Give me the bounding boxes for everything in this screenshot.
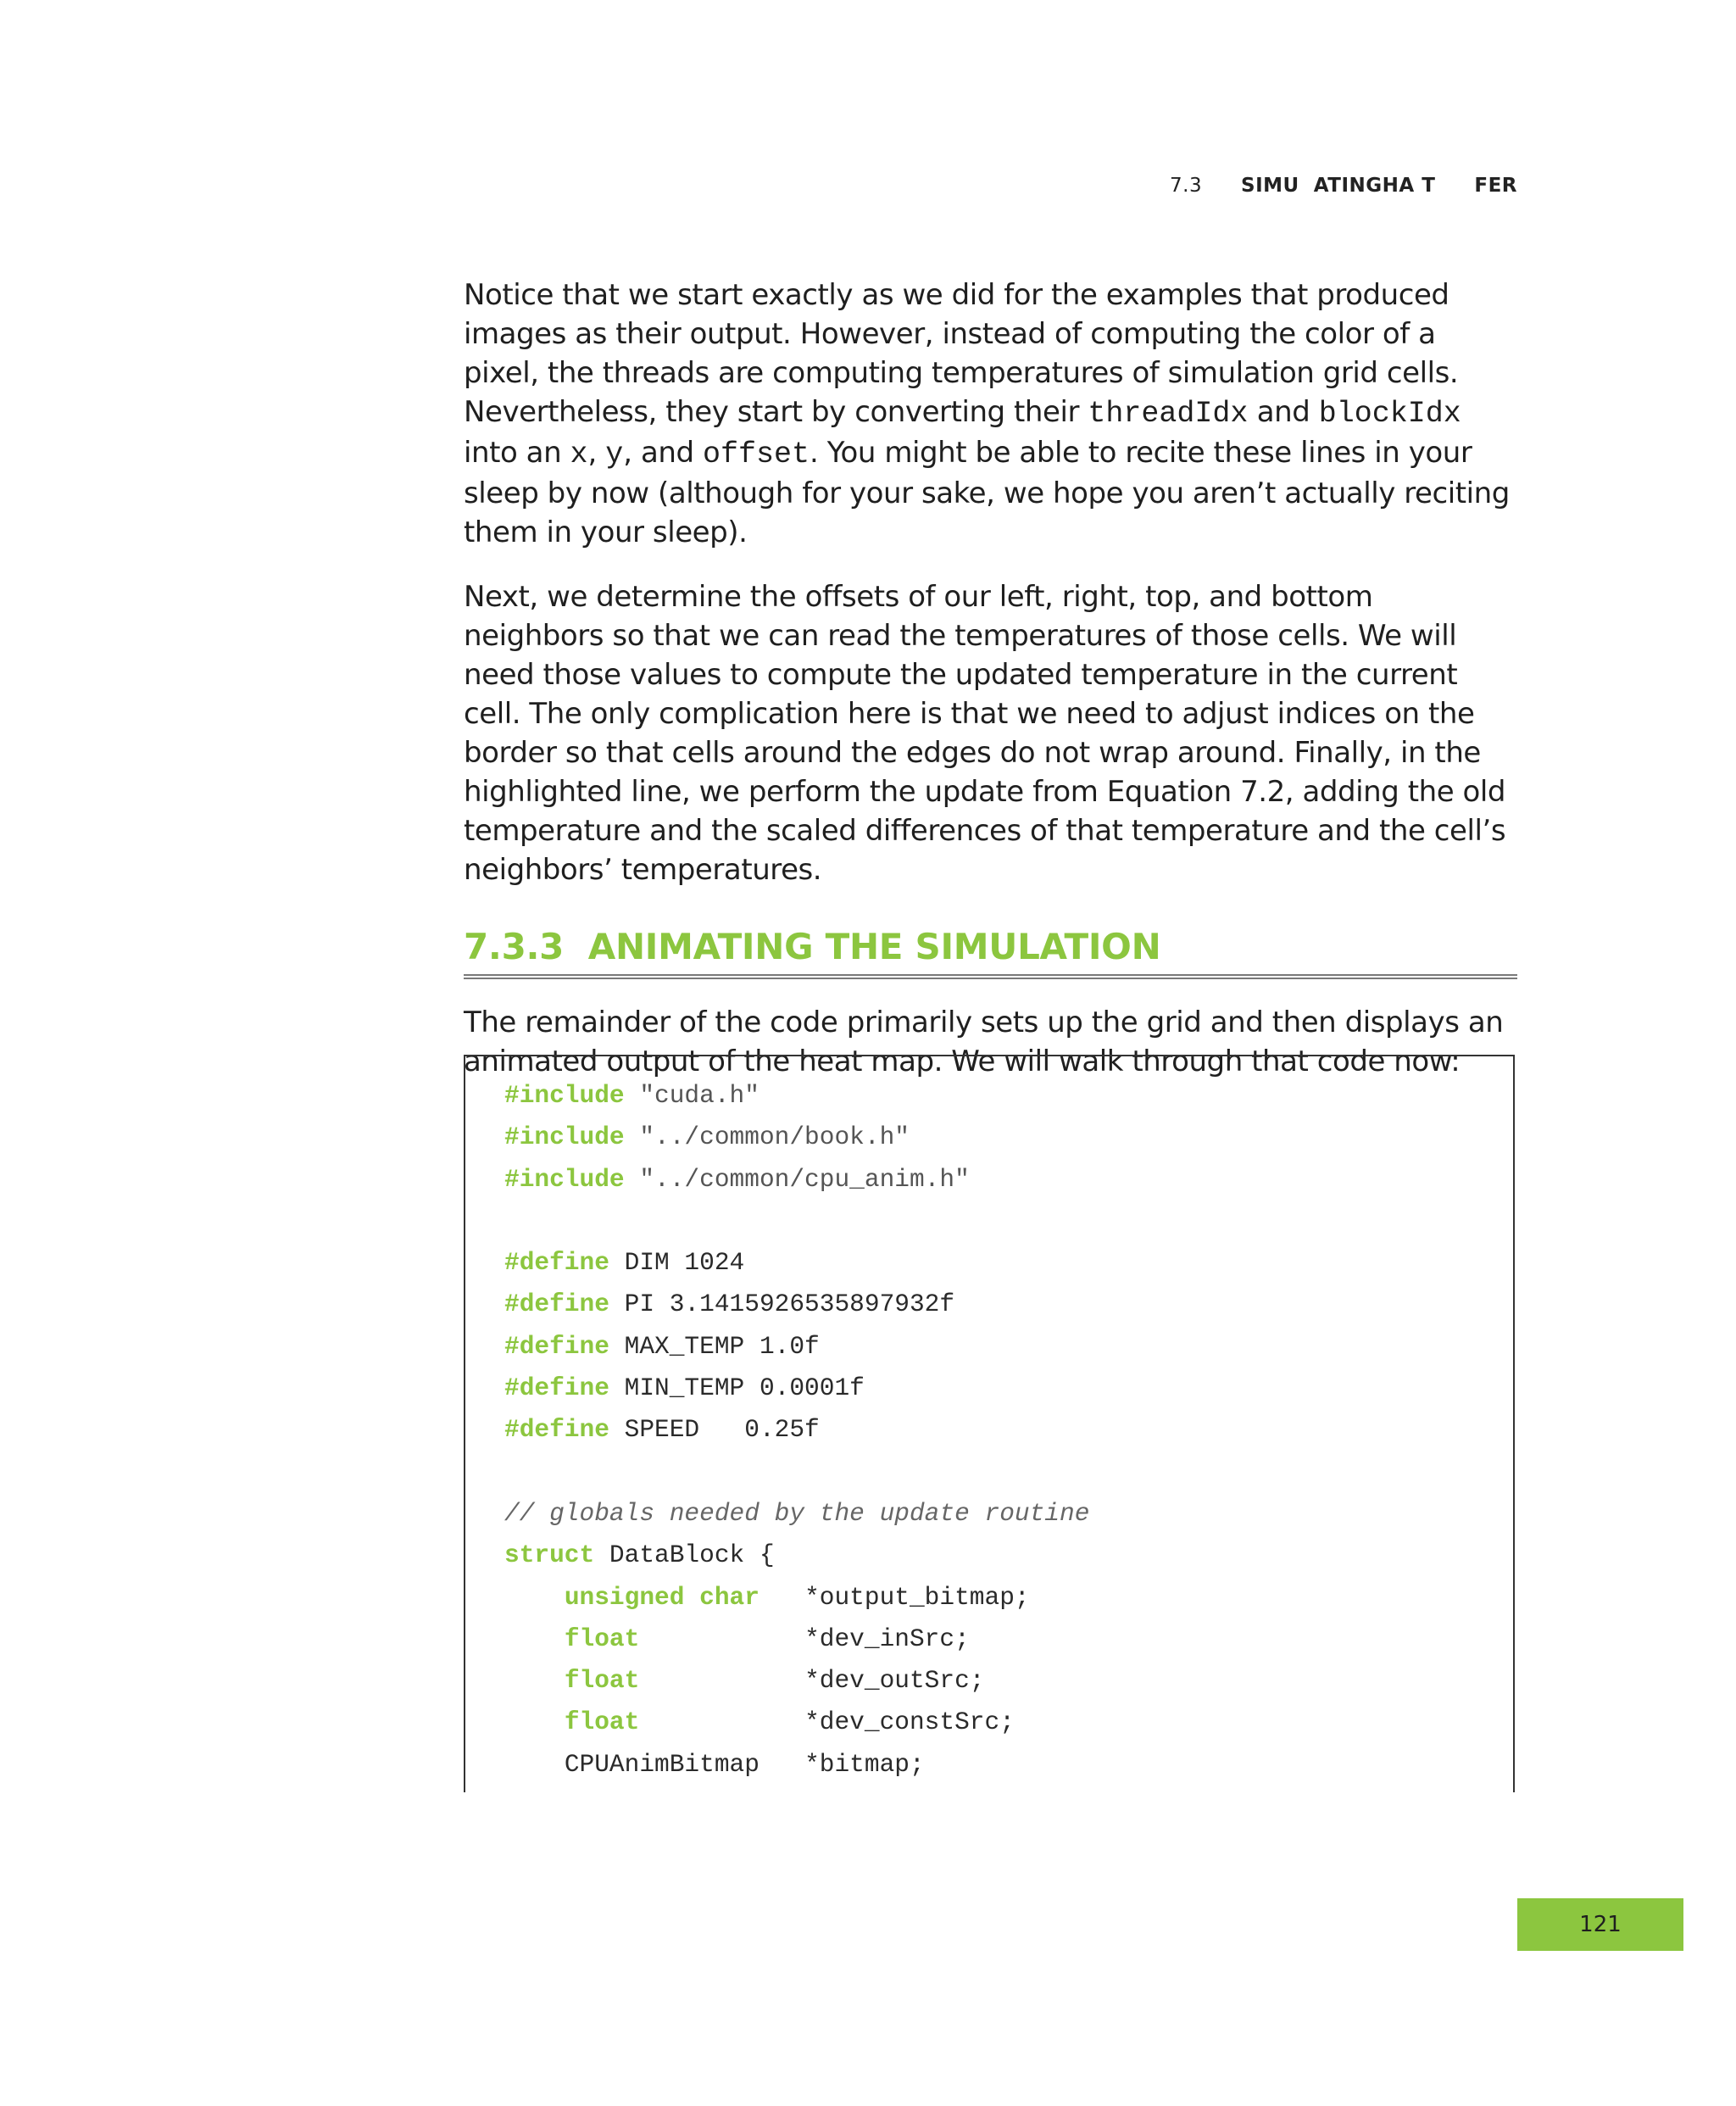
code-line-include-1: [504, 1075, 1513, 1117]
code-text: *dev_outSrc;: [804, 1666, 985, 1696]
section-rule: [464, 974, 1517, 979]
p1-text-2: and: [1248, 395, 1319, 429]
code-line-define-min-temp: [504, 1368, 1513, 1409]
code-block: [465, 1056, 1513, 1786]
running-head-title: [1241, 175, 1435, 197]
code-keyword: #include: [504, 1081, 625, 1110]
paragraph-1: [464, 276, 1517, 552]
code-line-blank: [504, 1201, 1513, 1242]
code-line-member-bitmap: [504, 1744, 1513, 1786]
code-text: *output_bitmap;: [804, 1582, 1030, 1612]
code-line-struct: [504, 1535, 1513, 1576]
code-text: MAX_TEMP 1.0f: [624, 1331, 820, 1361]
code-line-include-3: [504, 1159, 1513, 1201]
code-line-blank: [504, 1451, 1513, 1493]
running-head-title-part1: SIMU: [1241, 175, 1299, 197]
running-head: [1170, 175, 1517, 197]
code-line-define-speed: [504, 1409, 1513, 1451]
code-keyword: float: [564, 1666, 640, 1696]
code-keyword: #define: [504, 1373, 609, 1403]
code-text: *bitmap;: [804, 1749, 925, 1779]
code-keyword: float: [564, 1708, 640, 1737]
p1-text-6: . You might be able to recite these lines in your sleep by now (although for your sake, we hope you aren’t actually reciting them in your sleep).: [464, 436, 1510, 549]
code-line-member-dev-constsrc: [504, 1702, 1513, 1743]
page-number-tab: [1517, 1898, 1683, 1951]
code-line-member-dev-outsrc: [504, 1660, 1513, 1702]
code-string: "../common/book.h": [639, 1123, 910, 1152]
page-content: [464, 276, 1517, 1106]
code-keyword: struct: [504, 1540, 595, 1570]
code-text: PI 3.1415926535897932f: [624, 1290, 955, 1319]
p1-text-1: Notice that we start exactly as we did for the examples that produced images as their output. However, instead of computing the color of a pixel, the threads are computing temperatures of simulation grid cells. Nevertheless, they start by converting their: [464, 278, 1459, 429]
code-text: MIN_TEMP 0.0001f: [624, 1373, 865, 1403]
p1-text-4: ,: [587, 436, 606, 470]
p1-text-5: , and: [623, 436, 703, 470]
code-text: DataBlock {: [609, 1540, 775, 1570]
code-keyword: #define: [504, 1331, 609, 1361]
code-keyword: float: [564, 1624, 640, 1653]
code-line-define-max-temp: [504, 1326, 1513, 1368]
code-keyword: #define: [504, 1415, 609, 1445]
paragraph-3: The remainder of the code primarily sets up the grid and then displays an animated output of the heat map. We will walk through that code now:: [464, 1006, 1504, 1078]
page-number: 121: [1579, 1912, 1622, 1937]
code-string: "cuda.h": [639, 1081, 760, 1110]
code-text: DIM 1024: [624, 1248, 745, 1278]
code-text: SPEED 0.25f: [624, 1415, 820, 1445]
p1-code-y: y: [605, 437, 624, 471]
p1-code-offset: offset: [702, 437, 810, 471]
code-line-include-2: [504, 1117, 1513, 1158]
code-string: "../common/cpu_anim.h": [639, 1164, 970, 1194]
running-head-title-part3: FER: [1474, 175, 1517, 197]
p1-code-blockidx: blockIdx: [1318, 397, 1461, 431]
code-listing: [464, 1055, 1515, 1792]
section-heading: [464, 922, 1517, 972]
code-line-member-dev-insrc: [504, 1618, 1513, 1660]
p1-text-3: into an: [464, 436, 570, 470]
p1-code-threadidx: threadIdx: [1088, 397, 1249, 431]
code-line-member-output-bitmap: [504, 1577, 1513, 1618]
code-line-comment: [504, 1493, 1513, 1535]
section-title: ANIMATING THE SIMULATION: [587, 926, 1161, 967]
paragraph-2: Next, we determine the offsets of our left, right, top, and bottom neighbors so that we can read the temperatures of those cells. We will need those values to compute the updated temperature in the current cell. The only complication here is that we need to adjust indices on the border so that cells around the edges do not wrap around. Finally, in the highlighted line, we perform the update from Equation 7.2, adding the old temperature and the scaled differences of that temperature and the cell’s neighbors’ temperatures.: [464, 580, 1506, 887]
code-text: CPUAnimBitmap: [564, 1749, 760, 1779]
code-text: *dev_constSrc;: [804, 1708, 1015, 1737]
code-keyword: #define: [504, 1248, 609, 1278]
code-keyword: unsigned char: [564, 1582, 760, 1612]
code-comment: // globals needed by the update routine: [504, 1498, 1090, 1528]
section-number: 7.3.3: [464, 926, 565, 967]
code-line-define-dim: [504, 1242, 1513, 1284]
code-keyword: #include: [504, 1164, 625, 1194]
running-head-section-number: 7.3: [1170, 175, 1203, 197]
running-head-title-part2: ATINGHA T: [1313, 175, 1436, 197]
code-line-define-pi: [504, 1284, 1513, 1325]
p1-code-x: x: [570, 437, 588, 471]
code-keyword: #include: [504, 1123, 625, 1152]
code-text: *dev_inSrc;: [804, 1624, 970, 1653]
code-keyword: #define: [504, 1290, 609, 1319]
